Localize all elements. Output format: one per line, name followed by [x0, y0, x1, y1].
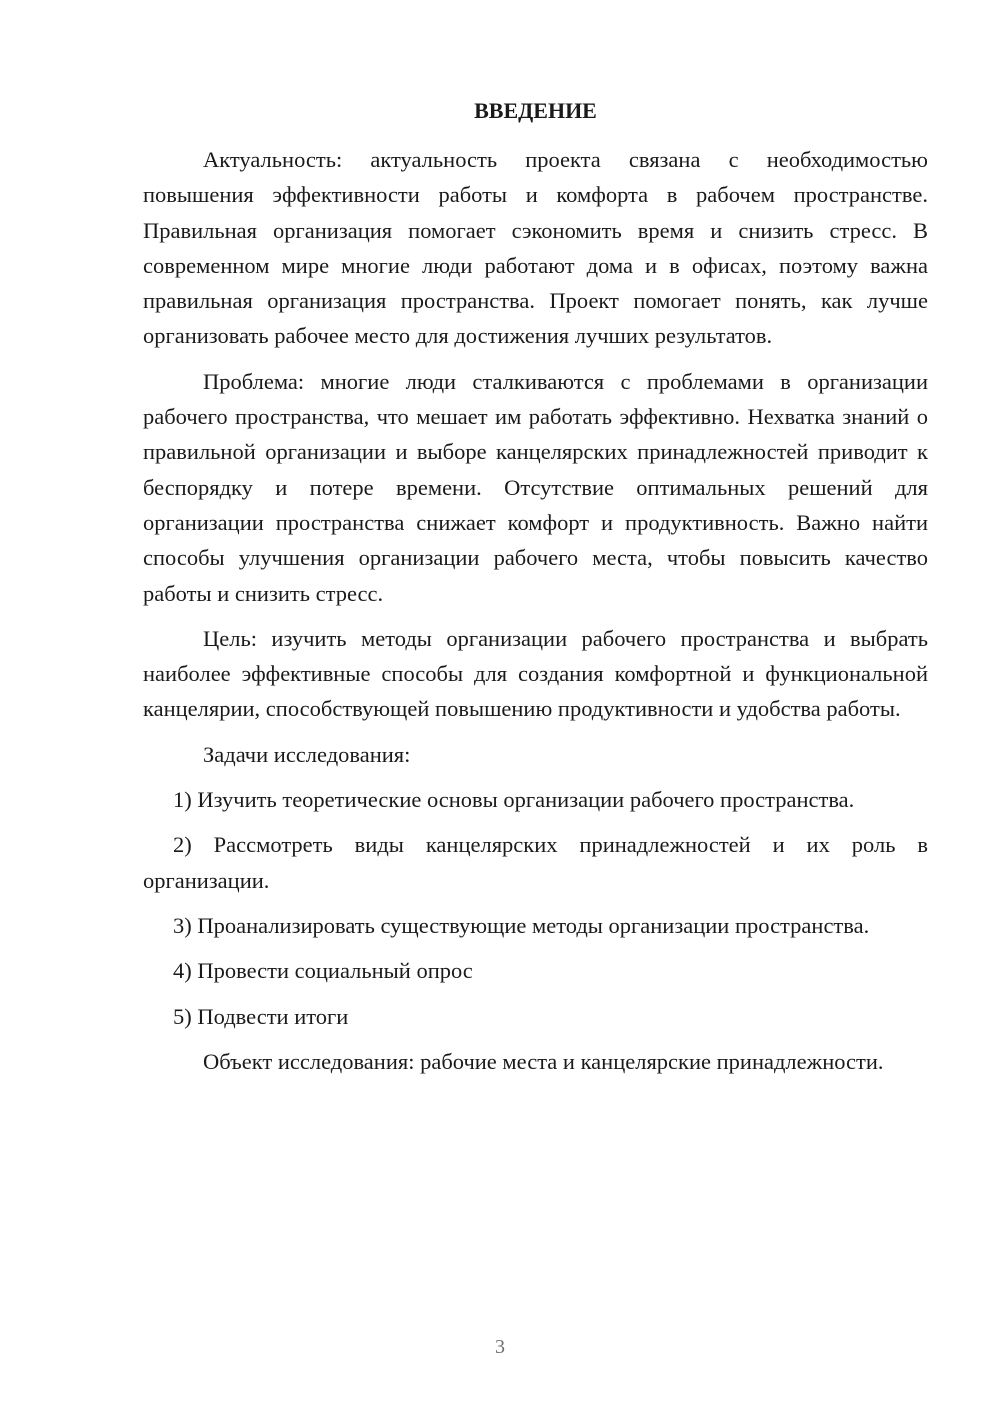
- section-title: ВВЕДЕНИЕ: [474, 98, 597, 123]
- paragraph-tasks-heading: Задачи исследования:: [203, 741, 411, 767]
- task-item-4: 4) Провести социальный опрос: [173, 958, 473, 984]
- task-item-2: 2) Рассмотреть виды канцелярских принадлежностей и их роль в организации.: [143, 832, 928, 893]
- paragraph-object: Объект исследования: рабочие места и канцелярские принадлежности.: [203, 1048, 884, 1074]
- paragraph-relevance: Актуальность: актуальность проекта связана с необходимостью повышения эффективности работы и комфорта в рабочем пространстве. Правильная организация помогает сэкономить время и снизить стресс. В современном мире многие люди работают дома и в офисах, поэтому важна правильная организация пространства. Проект помогает понять, как лучше организовать рабочее место для достижения лучших результатов.: [143, 147, 928, 349]
- paragraph-goal: Цель: изучить методы организации рабочего пространства и выбрать наиболее эффективные способы для создания комфортной и функциональной канцелярии, способствующей повышению продуктивности и удобства работы.: [143, 625, 928, 722]
- paragraph-problem: Проблема: многие люди сталкиваются с проблемами в организации рабочего пространства, что мешает им работать эффективно. Нехватка знаний о правильной организации и выборе канцелярских принадлежностей приводит к беспорядку и потере времени. Отсутствие оптимальных решений для организации пространства снижает комфорт и продуктивность. Важно найти способы улучшения организации рабочего места, чтобы повысить качество работы и снизить стресс.: [143, 368, 928, 606]
- tasks-list: [143, 782, 928, 1034]
- task-item-1: 1) Изучить теоретические основы организации рабочего пространства.: [173, 787, 855, 813]
- page-number: 3: [495, 1336, 505, 1358]
- task-item-5: 5) Подвести итоги: [173, 1003, 349, 1029]
- document-body: [143, 142, 928, 1079]
- task-item-3: 3) Проанализировать существующие методы организации пространства.: [173, 912, 870, 938]
